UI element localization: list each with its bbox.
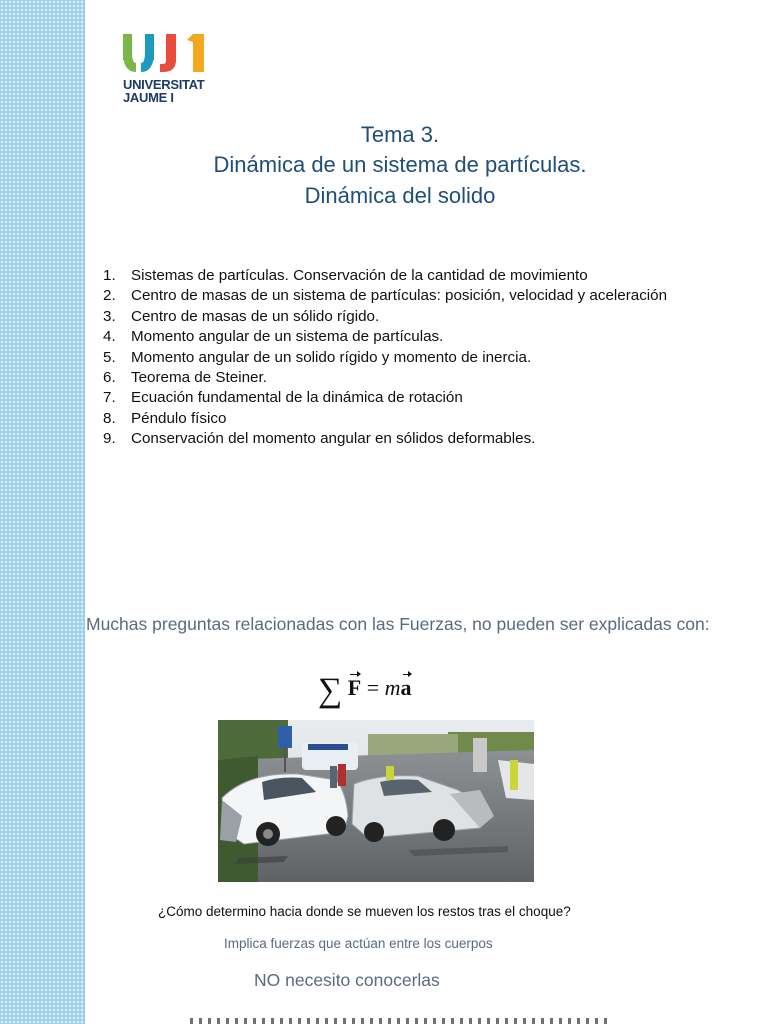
- summation-symbol: ∑: [318, 672, 343, 709]
- page-title-line-3: Dinámica del solido: [304, 183, 496, 208]
- acceleration-vector: a: [400, 675, 412, 700]
- decorative-side-band: [0, 0, 85, 1024]
- page-title-line-1: Tema 3.: [360, 122, 440, 147]
- list-item: 7. Ecuación fundamental de la dinámica de rotación: [103, 389, 463, 407]
- caption-no-need: NO necesito conocerlas: [254, 970, 440, 990]
- caption-forces: Implica fuerzas que actúan entre los cuerpos: [224, 936, 493, 951]
- logo-line-1: UNIVERSITAT: [123, 77, 205, 92]
- table-of-contents: [103, 266, 667, 450]
- force-vector: F: [347, 675, 362, 700]
- equals-sign: =: [366, 675, 380, 700]
- list-item: 9. Conservación del momento angular en sólidos deformables.: [103, 430, 536, 448]
- list-item: 2. Centro de masas de un sistema de partículas: posición, velocidad y aceleración: [103, 287, 668, 305]
- list-item: 5. Momento angular de un solido rígido y momento de inercia.: [103, 348, 532, 366]
- cut-off-text-line: [190, 1018, 610, 1024]
- caption-question: ¿Cómo determino hacia donde se mueven los restos tras el choque?: [158, 904, 571, 919]
- list-item: 3. Centro de masas de un sólido rígido.: [103, 307, 380, 325]
- mass-symbol: m: [384, 675, 401, 700]
- list-item: 1. Sistemas de partículas. Conservación de la cantidad de movimiento: [103, 267, 588, 284]
- newton-second-law-formula: [318, 672, 412, 712]
- page-title-line-2: Dinámica de un sistema de partículas.: [213, 152, 587, 177]
- intro-question: Muchas preguntas relacionadas con las Fuerzas, no pueden ser explicadas con:: [86, 614, 710, 634]
- car-crash-photo: [218, 720, 534, 882]
- list-item: 8. Péndulo físico: [103, 409, 227, 427]
- logo-wordmark: [123, 78, 204, 104]
- list-item: 4. Momento angular de un sistema de partículas.: [103, 328, 444, 346]
- list-item: 6. Teorema de Steiner.: [103, 369, 267, 387]
- logo-line-2: JAUME I: [123, 90, 174, 105]
